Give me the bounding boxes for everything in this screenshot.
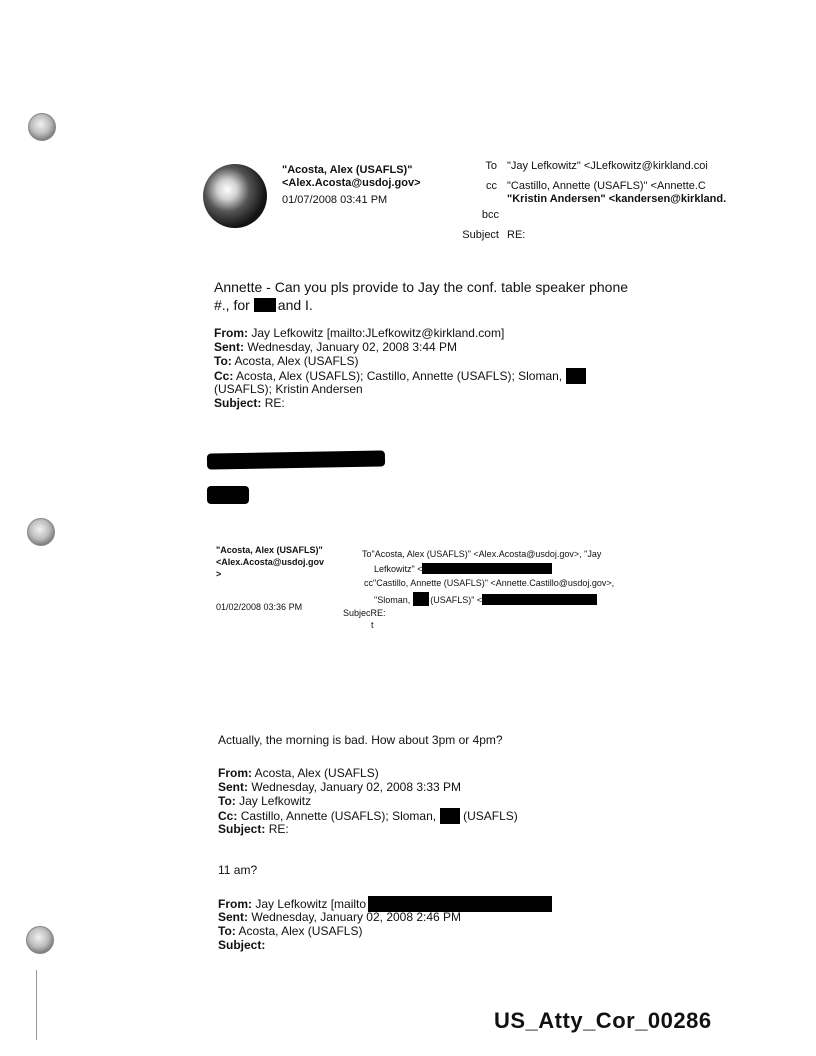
quoted-1-from: From: Jay Lefkowitz [mailto:JLefkowitz@kirkland.com] bbox=[214, 326, 505, 340]
punch-hole-top bbox=[28, 113, 56, 141]
redaction-box bbox=[413, 592, 429, 606]
redaction-block bbox=[207, 450, 385, 469]
redaction-box bbox=[482, 594, 597, 605]
message-1-line-1: Annette - Can you pls provide to Jay the conf. table speaker phone bbox=[214, 279, 629, 295]
quoted-2-to: To: Jay Lefkowitz bbox=[218, 794, 312, 808]
sent-date: 01/07/2008 03:41 PM bbox=[282, 194, 388, 206]
header-2-to-line-1: To"Acosta, Alex (USAFLS)" <Alex.Acosta@usdoj.gov>, "Jay bbox=[362, 549, 602, 559]
header-2-subject: SubjecRE: bbox=[343, 608, 386, 618]
subject-label: Subject bbox=[462, 229, 499, 241]
quoted-3-sent: Sent: Wednesday, January 02, 2008 2:46 PM bbox=[218, 910, 462, 924]
cc-label: cc bbox=[486, 180, 497, 192]
message-1-line-2-end: and I. bbox=[277, 297, 313, 313]
quoted-3-from: From: Jay Lefkowitz [mailto bbox=[218, 896, 552, 911]
quoted-2-from: From: Acosta, Alex (USAFLS) bbox=[218, 766, 379, 780]
redaction-box bbox=[254, 298, 276, 312]
bcc-label: bcc bbox=[481, 209, 499, 221]
quoted-2-subject: Subject: RE: bbox=[218, 822, 289, 836]
subject-value: RE: bbox=[507, 229, 526, 241]
message-1-line-2-start: #., for bbox=[214, 297, 250, 313]
header-2-to-line-2: Lefkowitz" < bbox=[374, 563, 552, 575]
redaction-block bbox=[207, 486, 249, 504]
message-1-line-2 bbox=[214, 297, 313, 313]
message-2-text: Actually, the morning is bad. How about 3pm or 4pm? bbox=[218, 733, 503, 747]
cc-value-2: "Kristin Andersen" <kandersen@kirkland. bbox=[507, 193, 727, 205]
punch-hole-bottom bbox=[26, 926, 54, 954]
punch-hole-middle bbox=[27, 518, 55, 546]
quoted-1-to: To: Acosta, Alex (USAFLS) bbox=[214, 354, 359, 368]
bates-number: US_Atty_Cor_00286 bbox=[494, 1008, 712, 1033]
to-label: To bbox=[485, 160, 497, 172]
quoted-1-cc: Cc: Acosta, Alex (USAFLS); Castillo, Annette (USAFLS); Sloman, bbox=[214, 368, 586, 383]
quoted-1-sent: Sent: Wednesday, January 02, 2008 3:44 PM bbox=[214, 340, 458, 354]
header-2-cc-line-1: cc"Castillo, Annette (USAFLS)" <Annette.Castillo@usdoj.gov>, bbox=[364, 578, 615, 588]
quoted-3-subject: Subject: bbox=[218, 938, 266, 952]
to-value: "Jay Lefkowitz" <JLefkowitz@kirkland.coi bbox=[507, 160, 708, 172]
quoted-3-to: To: Acosta, Alex (USAFLS) bbox=[218, 924, 363, 938]
quoted-1-cc-cont: (USAFLS); Kristin Andersen bbox=[214, 382, 363, 396]
scan-mark bbox=[36, 970, 37, 1040]
sender-name: "Acosta, Alex (USAFLS)" bbox=[282, 164, 413, 176]
header-2-sender-name: "Acosta, Alex (USAFLS)" bbox=[216, 545, 323, 555]
quoted-2-cc: Cc: Castillo, Annette (USAFLS); Sloman, (USAFLS) bbox=[218, 809, 518, 823]
redaction-box bbox=[440, 808, 460, 824]
header-2-sender-email: <Alex.Acosta@usdoj.gov bbox=[216, 557, 325, 567]
message-3-text: 11 am? bbox=[218, 863, 258, 877]
quoted-1-subject: Subject: RE: bbox=[214, 396, 285, 410]
redaction-box bbox=[566, 368, 586, 384]
header-2-subject-cont: t bbox=[371, 620, 374, 630]
header-2-sent-date: 01/02/2008 03:36 PM bbox=[216, 602, 303, 612]
cc-value-1: "Castillo, Annette (USAFLS)" <Annette.C bbox=[507, 180, 706, 192]
header-2-cc-line-2: "Sloman, (USAFLS)" < bbox=[374, 592, 597, 606]
quoted-2-sent: Sent: Wednesday, January 02, 2008 3:33 PM bbox=[218, 780, 462, 794]
header-2-sender-email-end: > bbox=[216, 569, 222, 579]
redaction-box bbox=[422, 563, 552, 574]
sender-email: <Alex.Acosta@usdoj.gov> bbox=[282, 177, 421, 189]
sender-avatar bbox=[203, 164, 267, 228]
